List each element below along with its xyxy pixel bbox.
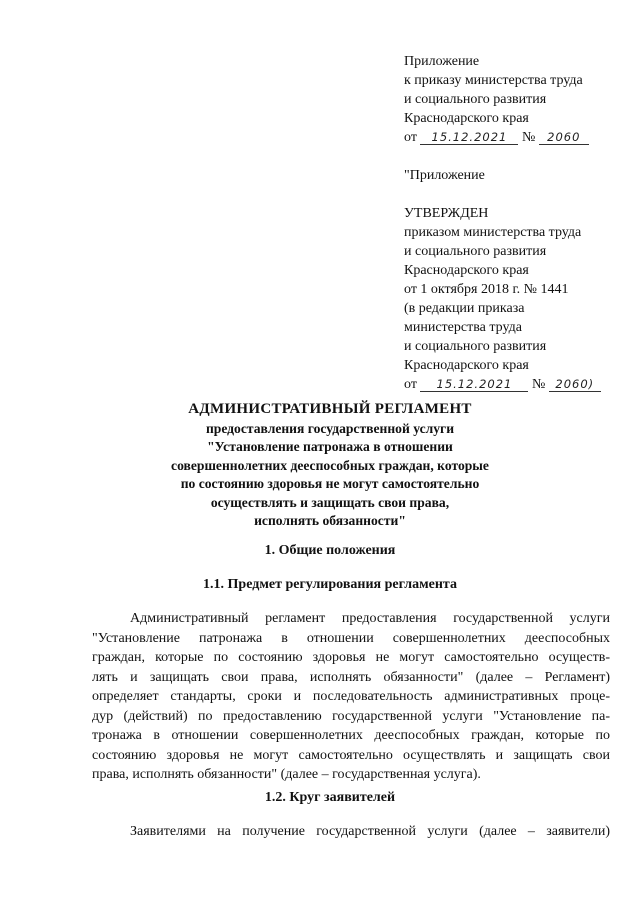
number-prefix: № — [521, 130, 536, 145]
approved-line: и социального развития — [404, 244, 547, 259]
paragraph-regulation-subject — [92, 609, 610, 785]
annex-order-line: и социального развития — [404, 92, 547, 107]
handwritten-date: 15.12.2021 — [420, 377, 528, 392]
approved-line: Краснодарского края — [404, 358, 529, 373]
paragraph-line: лять и защищать свои права, исполнять обязанности" (далее – Регламент) — [92, 669, 610, 685]
annex-quote: "Приложение — [404, 168, 485, 183]
document-title — [60, 400, 600, 531]
paragraph-line: "Установление патронажа в отношении совершеннолетних дееспособных — [92, 630, 610, 646]
number-prefix: № — [531, 377, 546, 392]
title-line: "Установление патронажа в отношении — [207, 439, 453, 454]
paragraph-line: состоянию здоровья не могут самостоятельно осуществлять и защищать свои — [92, 747, 610, 763]
approved-date-line — [404, 375, 630, 394]
date-prefix: от — [404, 130, 417, 145]
handwritten-number: 2060 — [539, 130, 589, 145]
approved-line: приказом министерства труда — [404, 225, 582, 240]
annex-order-date-line — [404, 128, 630, 147]
approved-line: Краснодарского края — [404, 263, 529, 278]
title-line: совершеннолетних дееспособных граждан, которые — [171, 457, 489, 473]
section-heading-1: 1. Общие положения — [264, 543, 396, 558]
title-line: по состоянию здоровья не могут самостоятельно — [180, 476, 480, 491]
title-line: осуществлять и защищать свои права, — [210, 494, 450, 510]
handwritten-number: 2060) — [549, 377, 601, 392]
title-main: АДМИНИСТРАТИВНЫЙ РЕГЛАМЕНТ — [188, 401, 472, 417]
paragraph-line: права, исполнять обязанности" (далее – государственная услуга). — [92, 767, 481, 782]
annex-label: Приложение — [404, 54, 480, 69]
paragraph-line: тронажа в отношении совершеннолетних дееспособных граждан, которые по — [92, 728, 610, 743]
annex-order-line: Краснодарского края — [404, 111, 529, 126]
title-line: исполнять обязанности" — [254, 513, 406, 528]
title-line: предоставления государственной услуги — [205, 420, 455, 436]
annex-block — [404, 52, 630, 394]
approved-line: от 1 октября 2018 г. № 1441 — [404, 282, 569, 297]
paragraph-line: Заявителями на получение государственной услуги (далее – заявители) — [130, 824, 610, 839]
annex-order-line: к приказу министерства труда — [404, 73, 583, 88]
approved-title: УТВЕРЖДЕН — [404, 206, 489, 221]
approved-line: министерства труда — [404, 320, 522, 335]
section-heading-1-2: 1.2. Круг заявителей — [264, 790, 396, 805]
paragraph-line: граждан, которые по состоянию здоровья не могут самостоятельно осуществ- — [92, 650, 610, 665]
approved-line: и социального развития — [404, 339, 547, 354]
paragraph-line: Административный регламент предоставления государственной услуги — [130, 611, 610, 626]
approved-line: (в редакции приказа — [404, 301, 525, 316]
paragraph-applicants — [92, 822, 610, 842]
handwritten-date: 15.12.2021 — [420, 130, 518, 145]
section-heading-1-1: 1.1. Предмет регулирования регламента — [203, 577, 457, 592]
paragraph-line: дур (действий) по предоставлению государственной услуги "Установление па- — [92, 708, 610, 724]
date-prefix: от — [404, 377, 417, 392]
paragraph-line: определяет стандарты, сроки и последовательность административных проце- — [92, 689, 610, 704]
